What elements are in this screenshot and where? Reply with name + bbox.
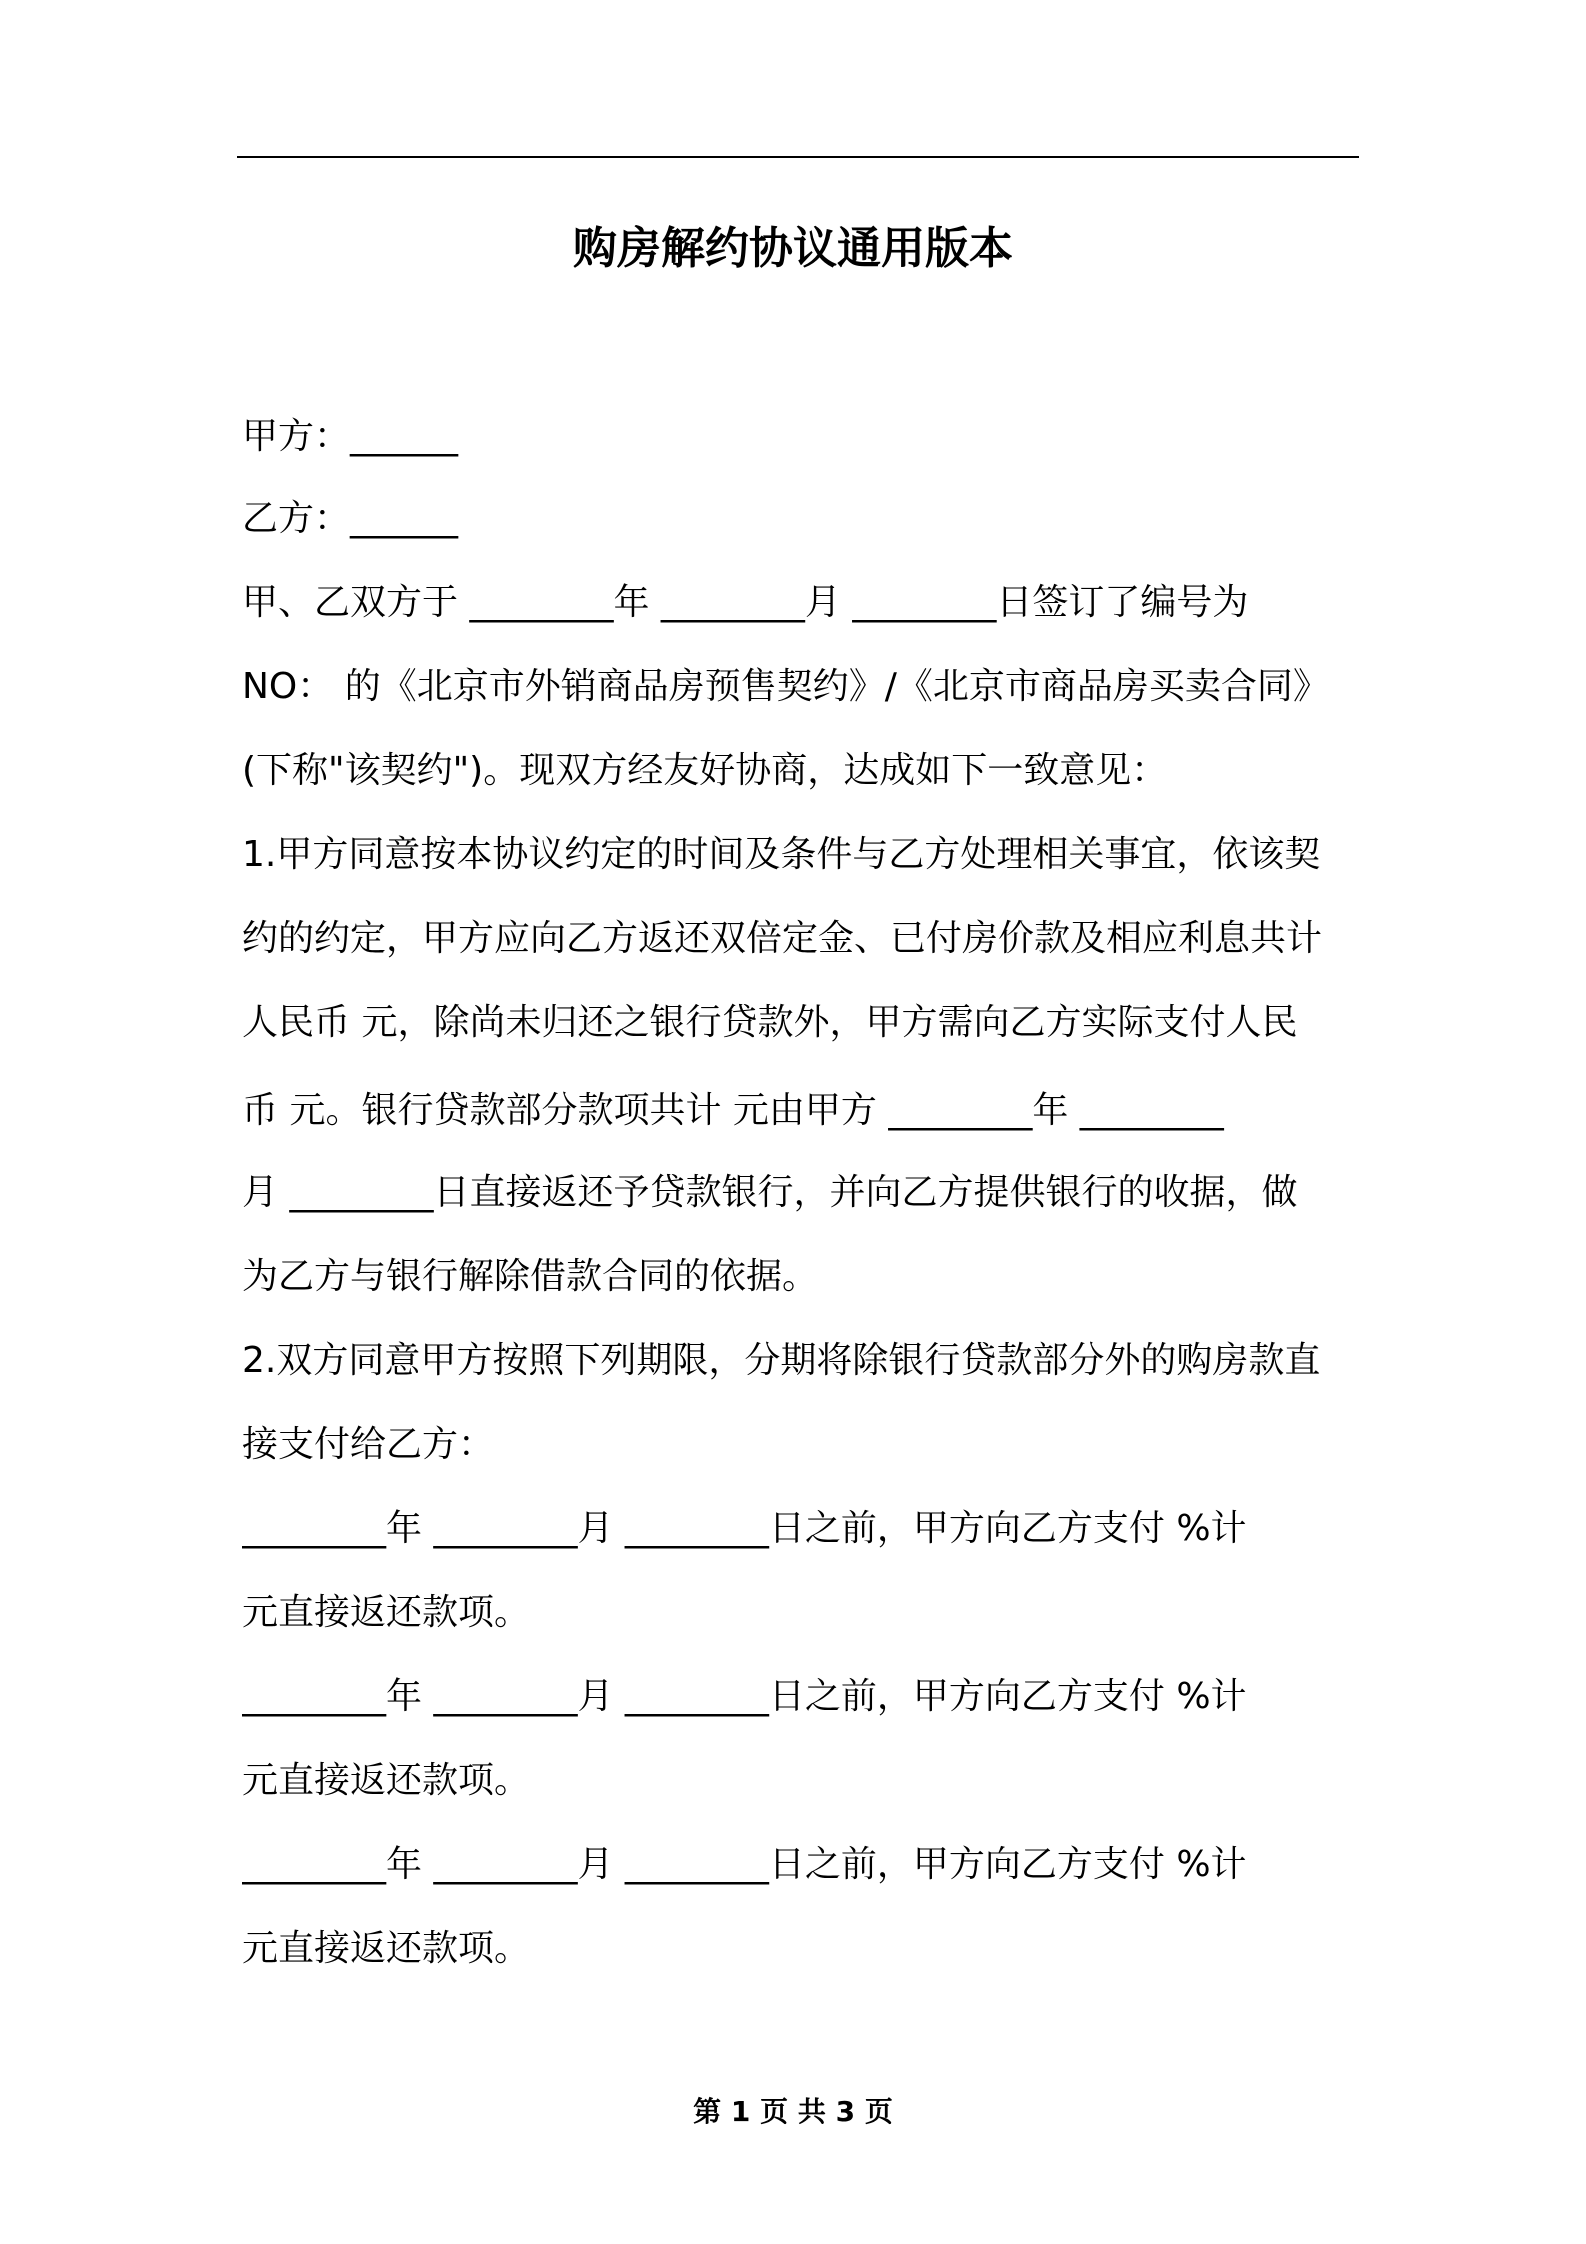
clause-1-line: 人民币 元，除尚未归还之银行贷款外，甲方需向乙方实际支付人民 bbox=[242, 1002, 1298, 1043]
body-line: NO： 的《北京市外销商品房预售契约》/《北京市商品房买卖合同》 bbox=[242, 666, 1329, 707]
header-divider bbox=[237, 156, 1359, 158]
clause-1-line: 为乙方与银行解除借款合同的依据。 bbox=[242, 1256, 819, 1297]
page-number-footer: 第 1 页 共 3 页 bbox=[693, 2095, 893, 2128]
document-title: 购房解约协议通用版本 bbox=[573, 223, 1013, 274]
clause-1-line: 约的约定，甲方应向乙方返还双倍定金、已付房价款及相应利息共计 bbox=[242, 918, 1323, 959]
installment-line: ________年 ________月 ________日之前，甲方向乙方支付 %计 bbox=[242, 1508, 1247, 1549]
installment-line: 元直接返还款项。 bbox=[242, 1592, 531, 1633]
installment-line: ________年 ________月 ________日之前，甲方向乙方支付 %计 bbox=[242, 1676, 1247, 1717]
clause-1-line: 月 ________日直接返还予贷款银行，并向乙方提供银行的收据，做 bbox=[242, 1172, 1298, 1213]
party-b-line: 乙方：______ bbox=[242, 498, 459, 539]
installment-line: ________年 ________月 ________日之前，甲方向乙方支付 %计 bbox=[242, 1844, 1247, 1885]
clause-2-line: 接支付给乙方： bbox=[242, 1424, 495, 1465]
installment-line: 元直接返还款项。 bbox=[242, 1928, 531, 1969]
body-line: (下称"该契约")。现双方经友好协商，达成如下一致意见： bbox=[242, 750, 1168, 791]
body-line: 甲、乙双方于 ________年 ________月 ________日签订了编号为 bbox=[242, 582, 1249, 623]
party-a-line: 甲方：______ bbox=[242, 416, 459, 457]
installment-line: 元直接返还款项。 bbox=[242, 1760, 531, 1801]
clause-2-line: 2.双方同意甲方按照下列期限，分期将除银行贷款部分外的购房款直 bbox=[242, 1340, 1321, 1381]
clause-1-line: 币 元。银行贷款部分款项共计 元由甲方 ________年 ________ bbox=[242, 1090, 1224, 1131]
clause-1-line: 1.甲方同意按本协议约定的时间及条件与乙方处理相关事宜，依该契 bbox=[242, 834, 1321, 875]
